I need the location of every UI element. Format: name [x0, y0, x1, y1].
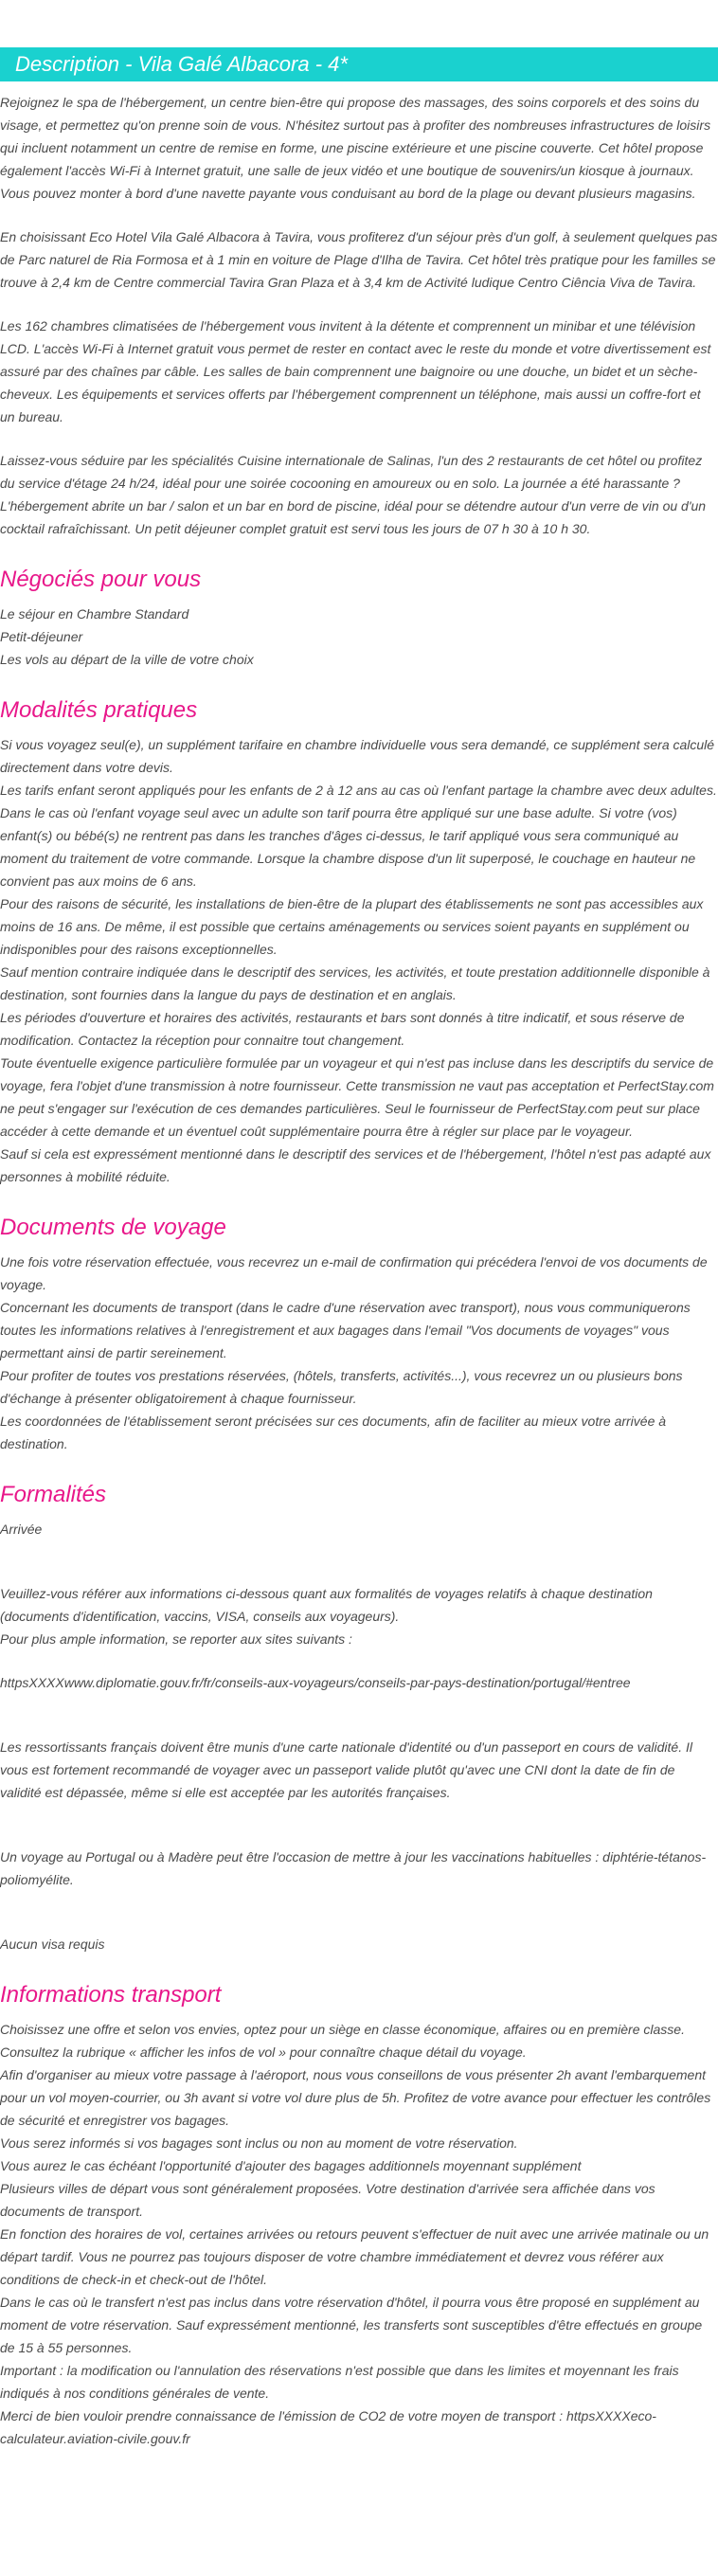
- description-banner: [0, 47, 718, 81]
- formalites-intro: Veuillez-vous référer aux informations ci-dessous quant aux formalités de voyages relatifs à chaque destination (documents d'identification, vaccins, VISA, conseils aux voyageurs). Pour plus ample information, se reporter aux sites suivants :: [0, 1586, 653, 1647]
- page-title: Description - Vila Galé Albacora - 4*: [15, 52, 348, 76]
- negocies-item: Le séjour en Chambre Standard: [0, 606, 189, 621]
- page: [0, 47, 718, 2469]
- description-paragraph-1: Rejoignez le spa de l'hébergement, un centre bien-être qui propose des massages, des soins corporels et des soins du visage, et permettez qu'on prenne soin de vous. N'hésitez surtout pas à profiter des nombreuses infrastructures de loisirs qui incluent notamment un centre de remise en forme, une piscine extérieure et une piscine couverte. Cet hôtel propose également l'accès Wi-Fi à Internet gratuit, une salle de jeux vidéo et une boutique de souvenirs/un kiosque à journaux. Vous pouvez monter à bord d'une navette payante vous conduisant au bord de la plage ou devant plusieurs magasins.: [0, 95, 711, 201]
- negocies-item: Petit-déjeuner: [0, 629, 83, 644]
- modalites-heading: Modalités pratiques: [0, 697, 198, 723]
- negocies-item: Les vols au départ de la ville de votre choix: [0, 652, 254, 667]
- description-paragraph-4: Laissez-vous séduire par les spécialités Cuisine internationale de Salinas, l'un des 2 restaurants de cet hôtel ou profitez du service d'étage 24 h/24, idéal pour une soirée cocooning en amoureux ou en solo. La journée a été harassante ? L'hébergement abrite un bar / salon et un bar en bord de piscine, idéal pour se détendre autour d'un verre de vin ou d'un cocktail rafraîchissant. Un petit déjeuner complet gratuit est servi tous les jours de 07 h 30 à 10 h 30.: [0, 453, 707, 536]
- transport-heading: Informations transport: [0, 1982, 222, 2008]
- negocies-list: [0, 603, 718, 671]
- transport-text: Choisissez une offre et selon vos envies, optez pour un siège en classe économique, affaires ou en première classe. Consultez la rubrique « afficher les infos de vol » pour connaître chaque détail du voyage. Afin d'organiser au mieux votre passage à l'aéroport, nous vous conseillons de vous présenter 2h avant l'embarquement pour un vol moyen-courrier, ou 3h avant si votre vol dure plus de 5h. Profitez de votre avance pour effectuer les contrôles de sécurité et enregistrer vos bagages. Vous serez informés si vos bagages sont inclus ou non au moment de votre réservation. Vous aurez le cas échéant l'opportunité d'ajouter des bagages additionnels moyennant supplément Plusieurs villes de départ vous sont généralement proposées. Votre destination d'arrivée sera affichée dans vos documents de transport. En fonction des horaires de vol, certaines arrivées ou retours peuvent s'effectuer de nuit avec une arrivée matinale ou un départ tardif. Vous ne pourrez pas toujours disposer de votre chambre immédiatement et devrez vous référer aux conditions de check-in et check-out de l'hôtel. Dans le cas où le transfert n'est pas inclus dans votre réservation d'hôtel, il pourra vous être proposé en supplément au moment de votre réservation. Sauf expressément mentionné, les transferts sont susceptibles d'être effectués en groupe de 15 à 55 personnes. Important : la modification ou l'annulation des réservations n'est possible que dans les limites et moyennant les frais indiqués à nos conditions générales de vente. Merci de bien vouloir prendre connaissance de l'émission de CO2 de votre moyen de transport : httpsXXXXeco-calculateur.aviation-civile.gouv.fr: [0, 2022, 711, 2446]
- documents-text: Une fois votre réservation effectuée, vous recevrez un e-mail de confirmation qui précédera l'envoi de vos documents de voyage. Concernant les documents de transport (dans le cadre d'une réservation avec transport), nous vous communiquerons toutes les informations relatives à l'enregistrement et aux bagages dans l'email "Vos documents de voyages" vous permettant ainsi de partir sereinement. Pour profiter de toutes vos prestations réservées, (hôtels, transferts, activités...), vous recevrez un ou plusieurs bons d'échange à présenter obligatoirement à chaque fournisseur. Les coordonnées de l'établissement seront précisées sur ces documents, afin de faciliter au mieux votre arrivée à destination.: [0, 1254, 708, 1451]
- content: [0, 91, 718, 2450]
- formalites-heading: Formalités: [0, 1482, 107, 1507]
- formalites-link[interactable]: httpsXXXXwww.diplomatie.gouv.fr/fr/conseils-aux-voyageurs/conseils-par-pays-destination/portugal/#entree: [0, 1675, 631, 1690]
- formalites-vaccins: Un voyage au Portugal ou à Madère peut être l'occasion de mettre à jour les vaccinations habituelles : diphtérie-tétanos-poliomyélite.: [0, 1849, 707, 1887]
- description-paragraph-2: En choisissant Eco Hotel Vila Galé Albacora à Tavira, vous profiterez d'un séjour près d'un golf, à seulement quelques pas de Parc naturel de Ria Formosa et à 1 min en voiture de Plage d'Ilha de Tavira. Cet hôtel très pratique pour les familles se trouve à 2,4 km de Centre commercial Tavira Gran Plaza et à 3,4 km de Activité ludique Centro Ciência Viva de Tavira.: [0, 229, 718, 290]
- modalites-text: Si vous voyagez seul(e), un supplément tarifaire en chambre individuelle vous sera demandé, ce supplément sera calculé directement dans votre devis. Les tarifs enfant seront appliqués pour les enfants de 2 à 12 ans au cas où l'enfant partage la chambre avec deux adultes. Dans le cas où l'enfant voyage seul avec un adulte son tarif pourra être appliqué sur une base adulte. Si votre (vos) enfant(s) ou bébé(s) ne rentrent pas dans les tranches d'âges ci-dessus, le tarif appliqué vous sera communiqué au moment du traitement de votre commande. Lorsque la chambre dispose d'un lit superposé, le couchage en hauteur ne convient pas aux moins de 6 ans. Pour des raisons de sécurité, les installations de bien-être de la plupart des établissements ne sont pas accessibles aux moins de 16 ans. De même, il est possible que certains aménagements ou services soient payants en supplément ou indisponibles pour des raisons exceptionnelles. Sauf mention contraire indiquée dans le descriptif des services, les activités, et toute prestation additionnelle disponible à destination, sont fournies dans la langue du pays de destination et en anglais. Les périodes d'ouverture et horaires des activités, restaurants et bars sont donnés à titre indicatif, et sous réserve de modification. Contactez la réception pour connaitre tout changement. Toute éventuelle exigence particulière formulée par un voyageur et qui n'est pas incluse dans les descriptifs du service de voyage, fera l'objet d'une transmission à notre fournisseur. Cette transmission ne vaut pas acceptation et PerfectStay.com ne peut s'engager sur l'exécution de ces demandes particulières. Seul le fournisseur de PerfectStay.com peut sur place accéder à cette demande et un éventuel coût supplémentaire pourra être à régler sur place par le voyageur. Sauf si cela est expressément mentionné dans le descriptif des services et de l'hébergement, l'hôtel n'est pas adapté aux personnes à mobilité réduite.: [0, 737, 717, 1184]
- documents-heading: Documents de voyage: [0, 1215, 226, 1240]
- formalites-visa: Aucun visa requis: [0, 1937, 105, 1952]
- formalites-ressortissants: Les ressortissants français doivent être munis d'une carte nationale d'identité ou d'un passeport en cours de validité. Il vous est fortement recommandé de voyager avec un passeport valide plutôt qu'avec une CNI dont la date de fin de validité est dépassée, même si elle est acceptée par les autorités françaises.: [0, 1739, 692, 1800]
- formalites-arrivee: Arrivée: [0, 1522, 43, 1537]
- negocies-heading: Négociés pour vous: [0, 567, 202, 592]
- description-paragraph-3: Les 162 chambres climatisées de l'hébergement vous invitent à la détente et comprennent un minibar et une télévision LCD. L'accès Wi-Fi à Internet gratuit vous permet de rester en contact avec le reste du monde et votre divertissement est assuré par des chaînes par câble. Les salles de bain comprennent une baignoire ou une douche, un bidet et un sèche-cheveux. Les équipements et services offerts par l'hébergement comprennent un téléphone, mais aussi un coffre-fort et un bureau.: [0, 318, 711, 424]
